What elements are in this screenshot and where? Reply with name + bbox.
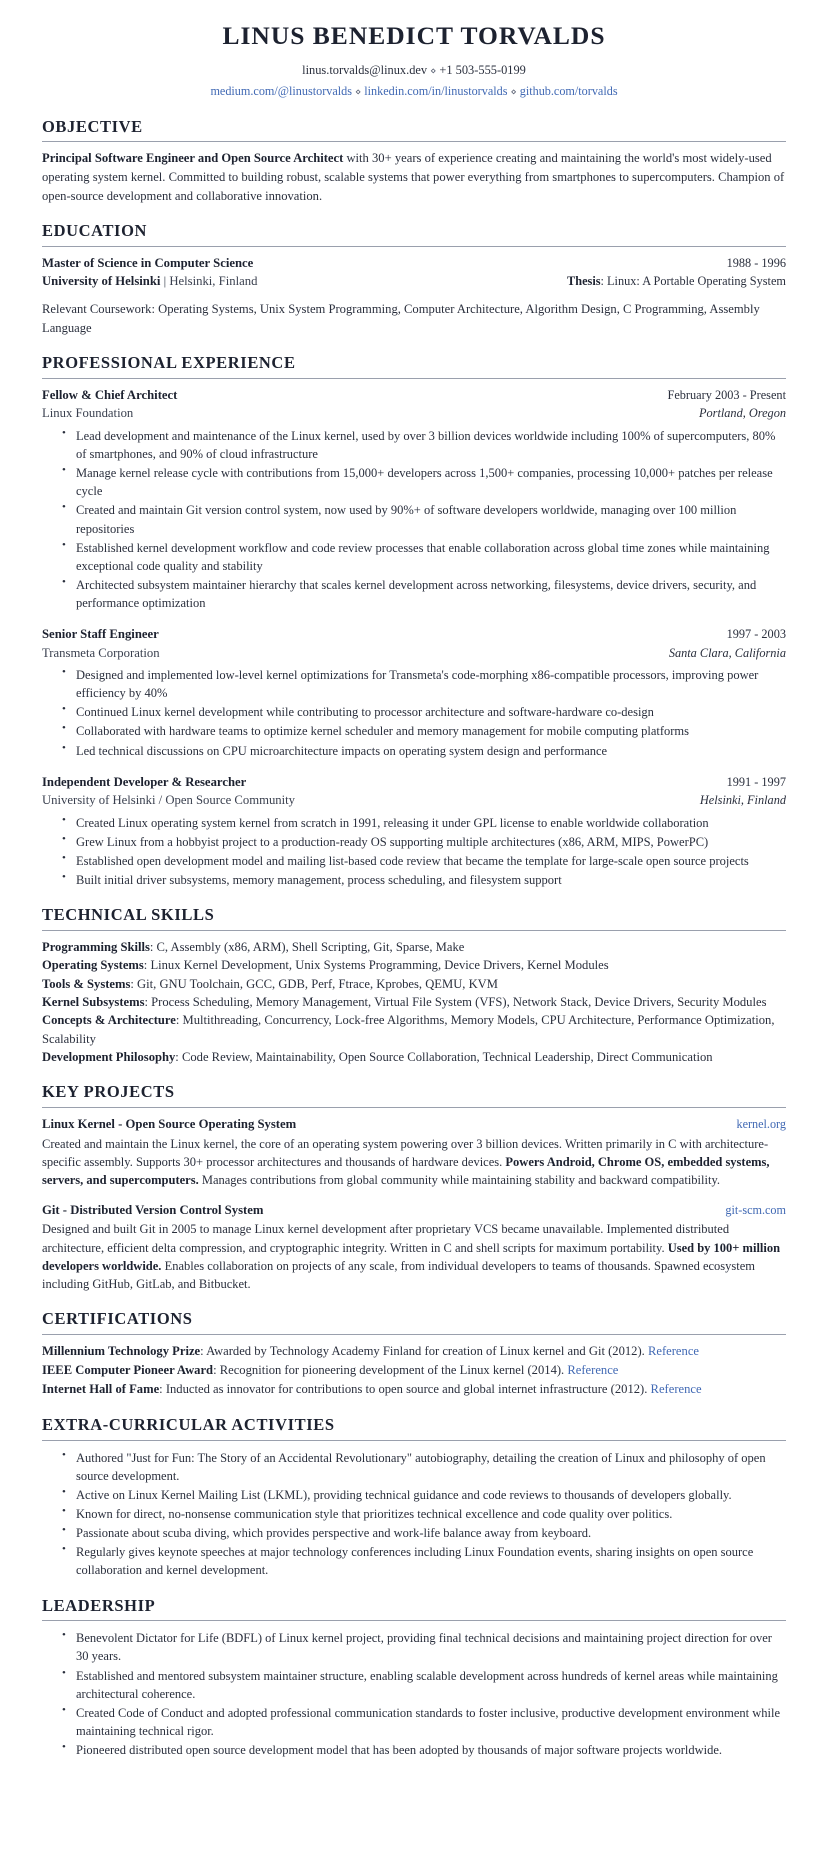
experience-entry xyxy=(42,386,786,612)
section-title-certifications: CERTIFICATIONS xyxy=(42,1309,193,1329)
education-thesis-line xyxy=(553,273,786,290)
certification-desc: : Recognition for pioneering development of the Linux kernel (2014). xyxy=(213,1363,568,1378)
project-header xyxy=(42,1115,786,1134)
project-item xyxy=(42,1201,786,1294)
section-extracurricular xyxy=(42,1415,786,1580)
job-row-1 xyxy=(42,625,786,643)
job-bullet: • Architected subsystem maintainer hierarchy that scales kernel development across networking, filesystems, device drivers, security, and performance optimization xyxy=(76,576,786,612)
job-role: Senior Staff Engineer xyxy=(42,627,159,642)
job-row-2 xyxy=(42,644,786,662)
extracurricular-bullets xyxy=(42,1449,786,1580)
section-certifications xyxy=(42,1309,786,1398)
leadership-bullet: • Benevolent Dictator for Life (BDFL) of Linux kernel project, providing final technical decisions and maintaining project direction for over 30 years. xyxy=(76,1629,786,1665)
education-dates: 1988 - 1996 xyxy=(726,256,786,271)
certification-item xyxy=(42,1380,786,1399)
skill-row xyxy=(42,938,786,956)
extracurricular-bullet: • Active on Linux Kernel Mailing List (LKML), providing technical guidance and code reviews to thousands of developers globally. xyxy=(76,1486,786,1504)
education-school-line xyxy=(42,272,257,290)
thesis-value: : Linux: A Portable Operating System xyxy=(600,274,786,289)
education-row-2 xyxy=(42,272,786,290)
section-rule xyxy=(42,1620,786,1621)
certification-item xyxy=(42,1361,786,1380)
job-bullet: • Established kernel development workflow and code review processes that enable collaboration across global time zones while maintaining exceptional code quality and stability xyxy=(76,539,786,575)
skill-label: Operating Systems xyxy=(42,958,144,973)
job-company: University of Helsinki / Open Source Community xyxy=(42,793,296,808)
skill-label: Kernel Subsystems xyxy=(42,994,145,1009)
project-name: Linux Kernel - Open Source Operating System xyxy=(42,1117,297,1132)
leadership-bullet: • Established and mentored subsystem maintainer structure, enabling scalable development across hundreds of kernel areas while maintaining architectural coherence. xyxy=(76,1667,786,1703)
skill-value: : C, Assembly (x86, ARM), Shell Scripting, Git, Sparse, Make xyxy=(149,939,465,954)
job-row-2 xyxy=(42,791,786,809)
project-desc-part-1: Designed and built Git in 2005 to manage Linux kernel development after proprietary VCS became unavailable. Implemented distributed architecture, efficient delta compression, and cryptographic integrity. Written in C and shell scripts for maximum portability. xyxy=(42,1222,730,1255)
job-bullet: • Created Linux operating system kernel from scratch in 1991, releasing it under GPL license to enable worldwide collaboration xyxy=(76,814,786,832)
project-link[interactable]: git-scm.com xyxy=(725,1202,786,1217)
skill-label: Programming Skills xyxy=(42,939,150,954)
certification-reference-link[interactable]: Reference xyxy=(647,1344,700,1359)
resume-header xyxy=(42,14,786,101)
link-medium[interactable]: medium.com/@linustorvalds xyxy=(210,83,352,98)
skill-row xyxy=(42,956,786,974)
section-title-skills: TECHNICAL SKILLS xyxy=(42,905,215,925)
section-rule xyxy=(42,378,786,379)
job-bullets xyxy=(42,814,786,890)
objective-text xyxy=(42,149,786,205)
section-rule xyxy=(42,1107,786,1108)
extracurricular-bullet: • Passionate about scuba diving, which provides perspective and work-life balance away from keyboard. xyxy=(76,1524,786,1542)
job-dates: 1991 - 1997 xyxy=(726,774,786,789)
job-row-1 xyxy=(42,386,786,404)
job-role: Fellow & Chief Architect xyxy=(42,387,178,402)
job-bullets xyxy=(42,666,786,760)
skill-row xyxy=(42,993,786,1011)
skill-value: : Linux Kernel Development, Unix Systems Programming, Device Drivers, Kernel Modules xyxy=(143,958,609,973)
section-rule xyxy=(42,1440,786,1441)
skill-label: Development Philosophy xyxy=(42,1050,176,1065)
leadership-bullet: • Created Code of Conduct and adopted professional communication standards to foster inclusive, productive development environment while maintaining technical rigor. xyxy=(76,1704,786,1740)
certification-name: IEEE Computer Pioneer Award xyxy=(42,1363,214,1378)
project-item xyxy=(42,1115,786,1189)
skill-label: Concepts & Architecture xyxy=(42,1013,176,1028)
section-title-projects: KEY PROJECTS xyxy=(42,1082,175,1102)
education-school-separator: | xyxy=(160,274,170,289)
section-skills xyxy=(42,905,786,1066)
section-title-education: EDUCATION xyxy=(42,221,148,241)
job-bullet: • Established open development model and mailing list-based code review that became the template for large-scale open source projects xyxy=(76,852,786,870)
job-company: Transmeta Corporation xyxy=(42,645,160,660)
project-description xyxy=(42,1220,786,1293)
education-location: Helsinki, Finland xyxy=(169,274,258,289)
section-education xyxy=(42,221,786,337)
diamond-separator-icon: ⋄ xyxy=(510,86,517,98)
skill-row xyxy=(42,1011,786,1048)
education-row-1 xyxy=(42,254,786,272)
skill-row xyxy=(42,975,786,993)
section-rule xyxy=(42,930,786,931)
job-location: Portland, Oregon xyxy=(699,406,786,421)
job-bullet: • Designed and implemented low-level kernel optimizations for Transmeta's code-morphing x86-compatible processors, improving power efficiency by 40% xyxy=(76,666,786,702)
project-desc-part-1: Created and maintain the Linux kernel, the core of an operating system powering over 3 billion devices. Written primarily in C with architecture-specific assembly. Supports 30+ processor architectures and thousands of hardware devices. xyxy=(42,1136,769,1170)
phone-text: +1 503-555-0199 xyxy=(439,62,526,77)
extracurricular-bullet: • Authored "Just for Fun: The Story of an Accidental Revolutionary" autobiography, detailing the creation of Linux and philosophy of open source development. xyxy=(76,1449,786,1485)
job-company: Linux Foundation xyxy=(42,406,134,421)
project-name: Git - Distributed Version Control System xyxy=(42,1202,264,1217)
project-link[interactable]: kernel.org xyxy=(736,1117,786,1132)
certification-reference-link[interactable]: Reference xyxy=(650,1381,702,1396)
education-coursework: Relevant Coursework: Operating Systems, Unix System Programming, Computer Architecture, Algorithm Design, C Programming, Assembly Language xyxy=(42,301,760,335)
thesis-label: Thesis xyxy=(567,274,601,289)
skill-value: : Code Review, Maintainability, Open Source Collaboration, Technical Leadership, Direct Communication xyxy=(175,1050,713,1065)
job-role: Independent Developer & Researcher xyxy=(42,774,247,789)
job-row-2 xyxy=(42,404,786,422)
leadership-bullet: • Pioneered distributed open source development model that has been adopted by thousands of major software projects worldwide. xyxy=(76,1741,786,1759)
project-header xyxy=(42,1201,786,1220)
skill-label: Tools & Systems xyxy=(42,976,131,991)
section-title-extracurricular: EXTRA-CURRICULAR ACTIVITIES xyxy=(42,1414,335,1434)
education-degree: Master of Science in Computer Science xyxy=(42,256,254,271)
project-desc-highlight: Powers Android, Chrome OS, embedded systems, servers, and supercomputers. xyxy=(42,1155,770,1188)
email-text: linus.torvalds@linux.dev xyxy=(302,62,428,77)
project-desc-highlight: Used by 100+ million developers worldwide. xyxy=(42,1240,781,1273)
job-bullet: • Built initial driver subsystems, memory management, process scheduling, and filesystem support xyxy=(76,871,786,889)
objective-lead: Principal Software Engineer and Open Source Architect xyxy=(42,151,344,166)
objective-body: with 30+ years of experience creating and maintaining the world's most widely-used operating system kernel. Committed to building robust, scalable systems that power everything from smartphones to supercomputers. Champion of open-source development and collaborative innovation. xyxy=(42,151,785,203)
leadership-bullets xyxy=(42,1629,786,1759)
section-rule xyxy=(42,1334,786,1335)
certification-item xyxy=(42,1342,786,1361)
diamond-separator-icon: ⋄ xyxy=(355,86,362,98)
job-bullet: • Created and maintain Git version control system, now used by 90%+ of software developers worldwide, managing over 100 million repositories xyxy=(76,501,786,537)
certification-desc: : Inducted as innovator for contributions to open source and global internet infrastructure (2012). xyxy=(159,1381,651,1396)
job-dates: 1997 - 2003 xyxy=(726,627,786,642)
project-desc-part-2: Manages contributions from global community while maintaining stability and backward compatibility. xyxy=(198,1173,721,1188)
job-bullet: • Collaborated with hardware teams to optimize kernel scheduler and memory management for mobile computing platforms xyxy=(76,722,786,740)
link-linkedin[interactable]: linkedin.com/in/linustorvalds xyxy=(364,83,508,98)
section-rule xyxy=(42,141,786,142)
section-title-leadership: LEADERSHIP xyxy=(42,1595,156,1615)
section-rule xyxy=(42,246,786,247)
job-bullet: • Lead development and maintenance of the Linux kernel, used by over 3 billion devices worldwide including 100% of supercomputers, 80% of smartphones, and 90% of cloud infrastructure xyxy=(76,427,786,463)
social-links xyxy=(42,83,786,101)
job-location: Santa Clara, California xyxy=(668,645,786,660)
candidate-name: LINUS BENEDICT TORVALDS xyxy=(222,21,606,50)
job-dates: February 2003 - Present xyxy=(667,387,786,402)
skill-value: : Process Scheduling, Memory Management, Virtual File System (VFS), Network Stack, Device Drivers, Security Modules xyxy=(144,994,767,1009)
job-bullet: • Led technical discussions on CPU microarchitecture impacts on operating system design and performance xyxy=(76,742,786,760)
job-location: Helsinki, Finland xyxy=(699,793,786,808)
diamond-separator-icon: ⋄ xyxy=(430,65,437,77)
section-leadership xyxy=(42,1596,786,1760)
section-objective xyxy=(42,117,786,206)
certification-name: Internet Hall of Fame xyxy=(42,1381,160,1396)
project-desc-part-2: Enables collaboration on projects of any scale, from individual developers to teams of thousands. Spawned ecosystem including GitHub, GitLab, and Bitbucket. xyxy=(42,1258,756,1292)
certification-name: Millennium Technology Prize xyxy=(42,1344,201,1359)
experience-entry xyxy=(42,773,786,889)
job-bullet: • Grew Linux from a hobbyist project to a production-ready OS supporting multiple architectures (x86, ARM, MIPS, PowerPC) xyxy=(76,833,786,851)
section-title-experience: PROFESSIONAL EXPERIENCE xyxy=(42,353,296,373)
section-experience xyxy=(42,353,786,889)
education-school: University of Helsinki xyxy=(42,274,161,289)
project-description xyxy=(42,1135,786,1190)
education-entry xyxy=(42,254,786,337)
job-bullets xyxy=(42,427,786,612)
job-row-1 xyxy=(42,773,786,791)
job-bullet: • Continued Linux kernel development while contributing to processor architecture and software-hardware co-design xyxy=(76,703,786,721)
extracurricular-bullet: • Regularly gives keynote speeches at major technology conferences including Linux Foundation events, sharing insights on open source collaboration and kernel development. xyxy=(76,1543,786,1579)
skill-value: : Multithreading, Concurrency, Lock-free Algorithms, Memory Models, CPU Architecture, Performance Optimization, Scalability xyxy=(42,1013,775,1046)
section-projects xyxy=(42,1082,786,1293)
contact-line xyxy=(42,62,786,80)
experience-entry xyxy=(42,625,786,760)
certification-desc: : Awarded by Technology Academy Finland for creation of Linux kernel and Git (2012). xyxy=(200,1344,648,1359)
section-title-objective: OBJECTIVE xyxy=(42,116,143,136)
certification-reference-link[interactable]: Reference xyxy=(567,1363,619,1378)
job-bullet: • Manage kernel release cycle with contributions from 15,000+ developers across 1,500+ companies, processing 10,000+ patches per release cycle xyxy=(76,464,786,500)
extracurricular-bullet: • Known for direct, no-nonsense communication style that prioritizes technical excellence and code quality over politics. xyxy=(76,1505,786,1523)
link-github[interactable]: github.com/torvalds xyxy=(519,83,618,98)
skill-row xyxy=(42,1048,786,1066)
skill-value: : Git, GNU Toolchain, GCC, GDB, Perf, Ftrace, Kprobes, QEMU, KVM xyxy=(130,976,498,991)
